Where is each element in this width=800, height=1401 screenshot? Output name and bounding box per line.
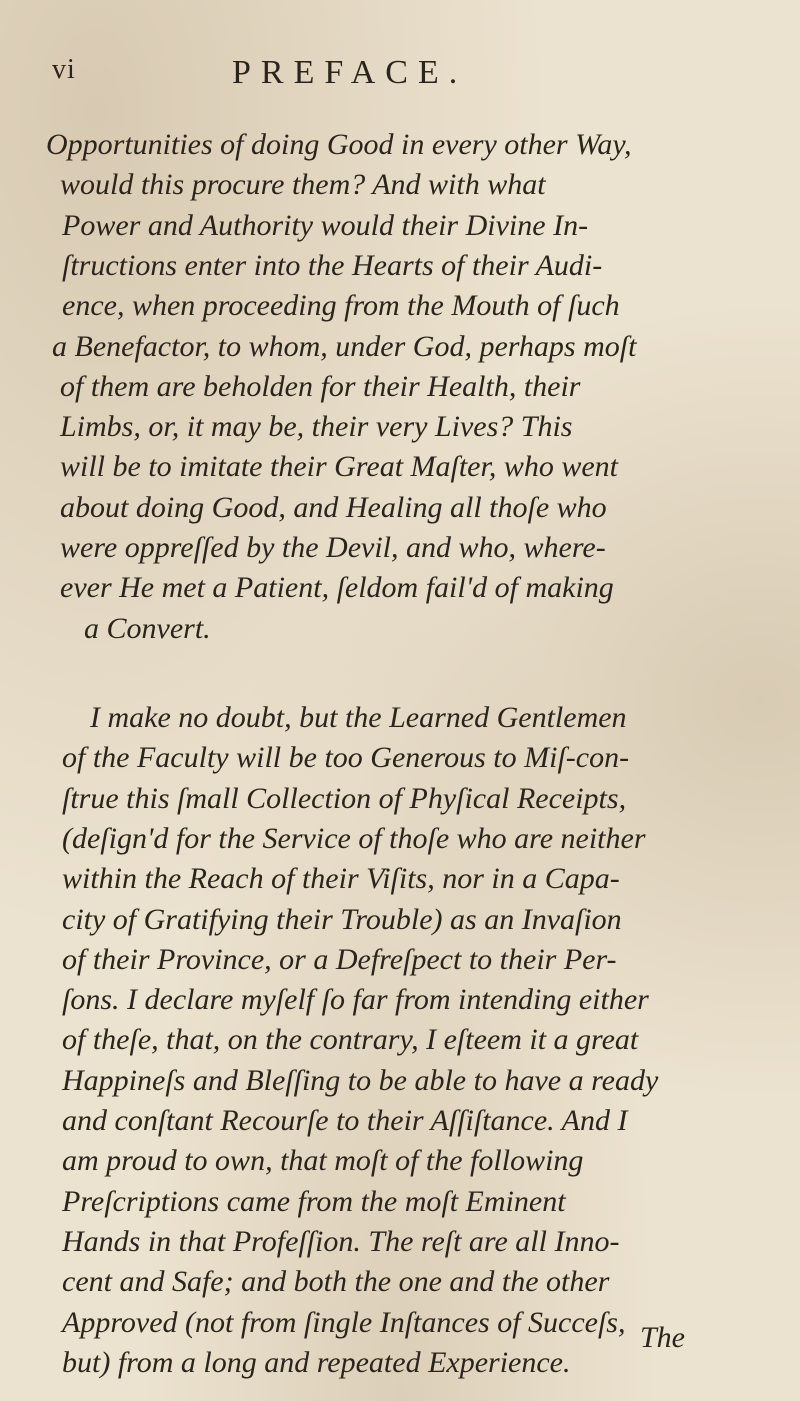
- text-line: of their Province, or a Defreſpect to their Per-: [62, 942, 617, 976]
- text-line: I make no doubt, but the Learned Gentlemen: [90, 701, 627, 734]
- text-line: cent and Safe; and both the one and the other: [62, 1265, 610, 1299]
- text-line: but) from a long and repeated Experience.: [62, 1345, 571, 1379]
- text-line: would this procure them? And with what: [60, 168, 546, 202]
- text-line: Opportunities of doing Good in every other Way,: [46, 128, 632, 161]
- text-line: within the Reach of their Viſits, nor in a Capa-: [62, 862, 620, 896]
- text-line: Approved (not from ſingle Inſtances of Succeſs,: [62, 1305, 626, 1339]
- text-line: will be to imitate their Great Maſter, who went: [60, 450, 619, 484]
- page-number: vi: [52, 54, 76, 85]
- text-line: a Benefactor, to whom, under God, perhaps moſt: [52, 329, 637, 363]
- catchword: The: [640, 1321, 685, 1354]
- text-line: city of Gratifying their Trouble) as an Invaſion: [62, 902, 622, 936]
- text-line: about doing Good, and Healing all thoſe who: [60, 490, 607, 524]
- text-line: of them are beholden for their Health, their: [60, 369, 581, 403]
- text-line: Hands in that Profeſſion. The reſt are all Inno-: [62, 1224, 620, 1258]
- running-head: PREFACE.: [232, 54, 468, 91]
- text-line: of theſe, that, on the contrary, I eſteem it a great: [62, 1023, 639, 1057]
- text-line: ever He met a Patient, ſeldom fail'd of making: [60, 571, 614, 605]
- text-line: were oppreſſed by the Devil, and who, where-: [60, 531, 606, 564]
- text-line: Happineſs and Bleſſing to be able to have a ready: [62, 1063, 659, 1097]
- text-line: Limbs, or, it may be, their very Lives? This: [60, 410, 573, 444]
- text-line: and conſtant Recourſe to their Aſſiſtance. And I: [62, 1104, 628, 1137]
- text-line: Preſcriptions came from the moſt Eminent: [62, 1184, 566, 1218]
- text-line: ſtructions enter into the Hearts of their Audi-: [62, 248, 603, 282]
- page-header: [52, 54, 740, 94]
- text-line: Power and Authority would their Divine In-: [62, 208, 589, 242]
- text-line: am proud to own, that moſt of the following: [62, 1144, 584, 1178]
- text-line: of the Faculty will be too Generous to Miſ-con-: [62, 741, 630, 775]
- text-line: ence, when proceeding from the Mouth of ſuch: [62, 289, 620, 323]
- text-line: ſons. I declare myſelf ſo far from intending either: [62, 983, 649, 1017]
- text-line: a Convert.: [84, 611, 211, 645]
- text-line: (deſign'd for the Service of thoſe who are neither: [62, 821, 646, 855]
- text-line: ſtrue this ſmall Collection of Phyſical Receipts,: [62, 781, 627, 815]
